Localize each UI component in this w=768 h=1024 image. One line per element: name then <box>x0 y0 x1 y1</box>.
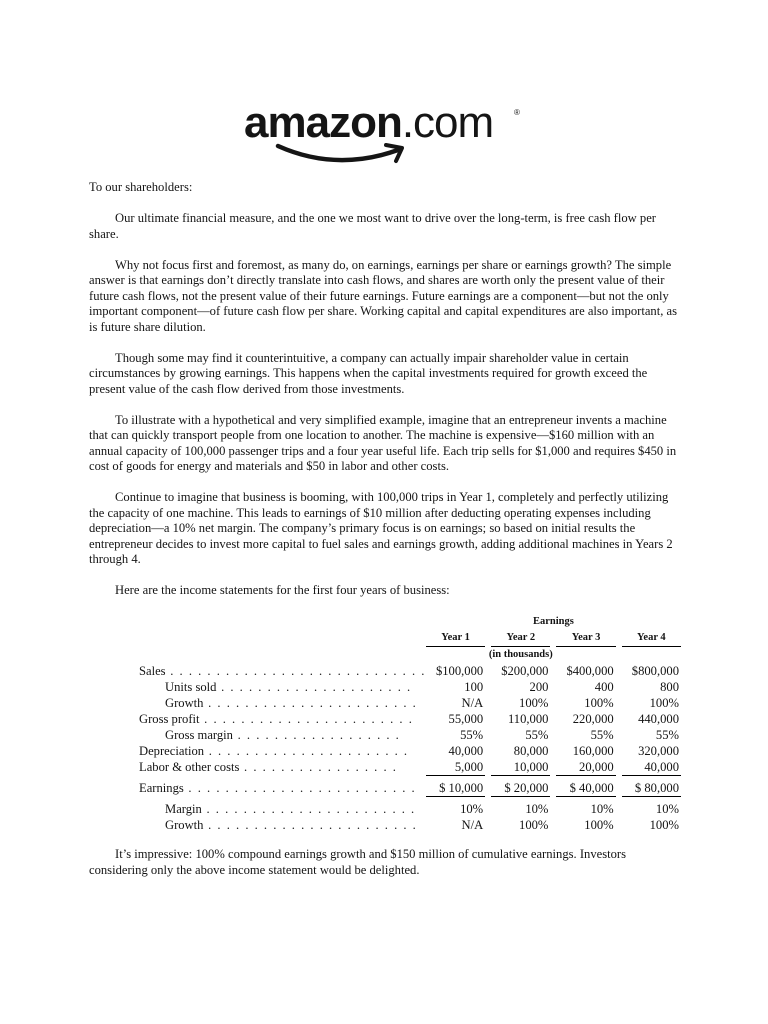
cell: 55% <box>460 728 484 742</box>
cell: 55,000 <box>448 712 484 726</box>
year-header: Year 1 <box>426 630 485 647</box>
row-label: Units sold <box>165 680 217 694</box>
smile-arrow-icon <box>274 142 414 166</box>
row-label: Labor & other costs <box>139 760 240 775</box>
cell: $400,000 <box>566 664 614 678</box>
row-label: Margin <box>165 802 202 816</box>
cell: 220,000 <box>572 712 614 726</box>
year-header: Year 2 <box>491 630 550 647</box>
cell: $ 10,000 <box>426 780 485 797</box>
cell: 160,000 <box>572 744 614 758</box>
cell: 100% <box>584 818 614 832</box>
cell: 55% <box>655 728 679 742</box>
year-header: Year 4 <box>622 630 681 647</box>
table-row: Growth . . . . . . . . . . . . . . . . . . . . . . . N/A 100% 100% 100% <box>165 696 679 710</box>
logo-wordmark: amazon.com <box>244 98 494 147</box>
cell: 100% <box>519 696 549 710</box>
cell: 5,000 <box>426 759 485 776</box>
cell: 20,000 <box>556 759 615 776</box>
table-row: Sales . . . . . . . . . . . . . . . . . . . . . . . . . . . . $100,000 $200,000 $400,000 $800,000 <box>139 664 679 678</box>
cell: $100,000 <box>435 664 484 678</box>
cell: 100% <box>649 696 679 710</box>
registered-mark: ® <box>514 108 520 117</box>
cell: 110,000 <box>507 712 549 726</box>
cell: 440,000 <box>638 712 679 726</box>
cell: 10% <box>460 802 484 816</box>
cell: 55% <box>590 728 614 742</box>
cell: 40,000 <box>448 744 484 758</box>
table-group-header: Earnings <box>533 616 574 627</box>
table-row: Units sold . . . . . . . . . . . . . . . . . . . . . 100 200 400 800 <box>165 680 679 694</box>
table-row: Gross profit . . . . . . . . . . . . . . . . . . . . . . . 55,000 110,000 220,000 440,000 <box>139 712 679 726</box>
cell: 55% <box>525 728 549 742</box>
table-row: Gross margin . . . . . . . . . . . . . . . . . . 55% 55% 55% 55% <box>165 728 679 742</box>
row-label: Depreciation <box>139 744 205 758</box>
cell: 800 <box>660 680 679 694</box>
cell: 100 <box>464 680 484 694</box>
row-label: Growth <box>165 818 204 832</box>
paragraph-2: Why not focus first and foremost, as many do, on earnings, earnings per share or earnings growth? The simple answer is that earnings don’t directly translate into cash flows, and shares are worth only the present value of their future cash flows, not the present value of their future earnings. Future earnings are a component—but not the only important component—of future cash flow per share. Working capital and capital expenditures are also important, as is future share dilution. <box>89 257 678 334</box>
row-label: Growth <box>165 696 204 710</box>
closing-paragraph: It’s impressive: 100% compound earnings growth and $150 million of cumulative earnings. Investors considering only the above income statement would be delighted. <box>89 847 627 877</box>
cell: $ 20,000 <box>491 780 550 797</box>
paragraph-6: Here are the income statements for the first four years of business: <box>115 583 450 597</box>
year-header: Year 3 <box>556 630 615 647</box>
cell: 400 <box>594 680 614 694</box>
cell: 10% <box>655 802 679 816</box>
cell: 200 <box>529 680 549 694</box>
row-label: Gross profit <box>139 712 200 726</box>
row-label: Sales <box>139 664 166 678</box>
row-label: Gross margin <box>165 728 233 742</box>
cell: 10,000 <box>491 759 550 776</box>
cell: 10% <box>525 802 549 816</box>
income-statement-table <box>139 614 681 833</box>
salutation: To our shareholders: <box>89 180 193 194</box>
table-row: Earnings . . . . . . . . . . . . . . . . . . . . . . . . . $ 10,000 $ 20,000 $ 40,000 $ 80,000 <box>139 781 679 796</box>
cell: 100% <box>584 696 614 710</box>
cell: N/A <box>461 696 484 710</box>
cell: 80,000 <box>513 744 549 758</box>
cell: 10% <box>590 802 614 816</box>
cell: 320,000 <box>638 744 679 758</box>
paragraph-4: To illustrate with a hypothetical and very simplified example, imagine that an entrepreneur invents a machine that can quickly transport people from one location to another. The machine is expensive—$160 million with an annual capacity of 100,000 passenger trips and a four year useful life. Each trip sells for $1,000 and requires $450 in cost of goods for energy and materials and $50 in labor and other costs. <box>89 412 677 473</box>
cell: $ 80,000 <box>622 780 681 797</box>
cell: $200,000 <box>501 664 549 678</box>
amazon-logo <box>244 98 534 168</box>
cell: 100% <box>649 818 679 832</box>
cell: $800,000 <box>631 664 679 678</box>
cell: 100% <box>519 818 549 832</box>
paragraph-1: Our ultimate financial measure, and the one we most want to drive over the long-term, is free cash flow per share. <box>89 211 656 241</box>
cell: 40,000 <box>622 759 681 776</box>
letter-body <box>89 180 681 894</box>
table-row: Margin . . . . . . . . . . . . . . . . . . . . . . . 10% 10% 10% 10% <box>165 802 679 816</box>
row-label: Earnings <box>139 781 184 796</box>
paragraph-3: Though some may find it counterintuitive, a company can actually impair shareholder value in certain circumstances by growing earnings. This happens when the capital investments required for growth exceed the present value of the cash flow derived from those investments. <box>89 350 648 396</box>
table-row: Depreciation . . . . . . . . . . . . . . . . . . . . . . 40,000 80,000 160,000 320,000 <box>139 744 679 758</box>
unit-note: (in thousands) <box>488 649 553 660</box>
table-row: Labor & other costs . . . . . . . . . . . . . . . . . 5,000 10,000 20,000 40,000 <box>139 760 679 775</box>
cell: N/A <box>461 818 484 832</box>
cell: $ 40,000 <box>556 780 615 797</box>
table-row: Growth . . . . . . . . . . . . . . . . . . . . . . . N/A 100% 100% 100% <box>165 818 679 832</box>
paragraph-5: Continue to imagine that business is booming, with 100,000 trips in Year 1, completely and perfectly utilizing the capacity of one machine. This leads to earnings of $10 million after deducting operating expenses including depreciation—a 10% net margin. The company’s primary focus is on earnings; so based on initial results the entrepreneur decides to invest more capital to fuel sales and earnings growth, adding additional machines in Years 2 through 4. <box>89 490 673 566</box>
